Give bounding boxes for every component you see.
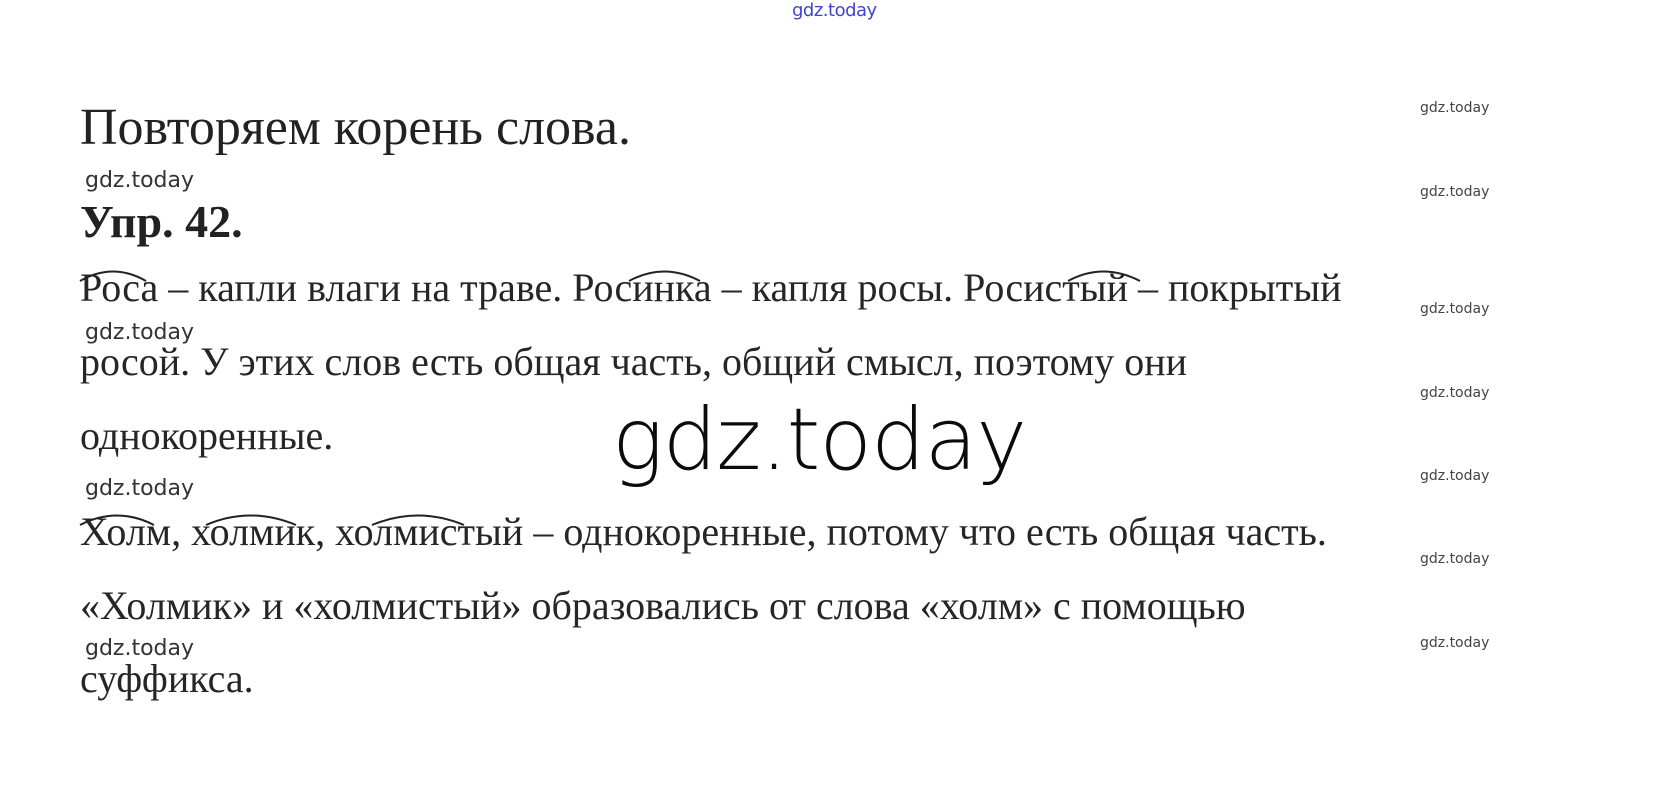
text-line-3: однокоренные. [80, 413, 334, 458]
watermark-right: gdz.today [1420, 184, 1490, 200]
site-watermark-top: gdz.today [792, 0, 877, 21]
watermark-left: gdz.today [85, 320, 195, 345]
site-watermark-center: gdz.today [612, 390, 1027, 490]
watermark-right: gdz.today [1420, 301, 1490, 317]
watermark-left: gdz.today [85, 476, 195, 501]
text-line-5: «Холмик» и «холмистый» образовались от слова «холм» с помощью [80, 583, 1246, 628]
watermark-left: gdz.today [85, 636, 195, 661]
watermark-left: gdz.today [85, 168, 195, 193]
watermark-right: gdz.today [1420, 468, 1490, 484]
exercise-number: Упр. 42. [80, 196, 243, 247]
watermark-right: gdz.today [1420, 551, 1490, 567]
watermark-right: gdz.today [1420, 385, 1490, 401]
text-line-6: суффикса. [80, 656, 254, 701]
text-line-2: росой. У этих слов есть общая часть, общий смысл, поэтому они [80, 339, 1188, 384]
page-title: Повторяем корень слова. [80, 99, 631, 156]
text-line-1: Роса – капли влаги на траве. Росинка – капля росы. Росистый – покрытый [80, 265, 1342, 310]
text-line-4: Холм, холмик, холмистый – однокоренные, потому что есть общая часть. [80, 509, 1327, 554]
watermark-right: gdz.today [1420, 635, 1490, 651]
watermark-right: gdz.today [1420, 100, 1490, 116]
